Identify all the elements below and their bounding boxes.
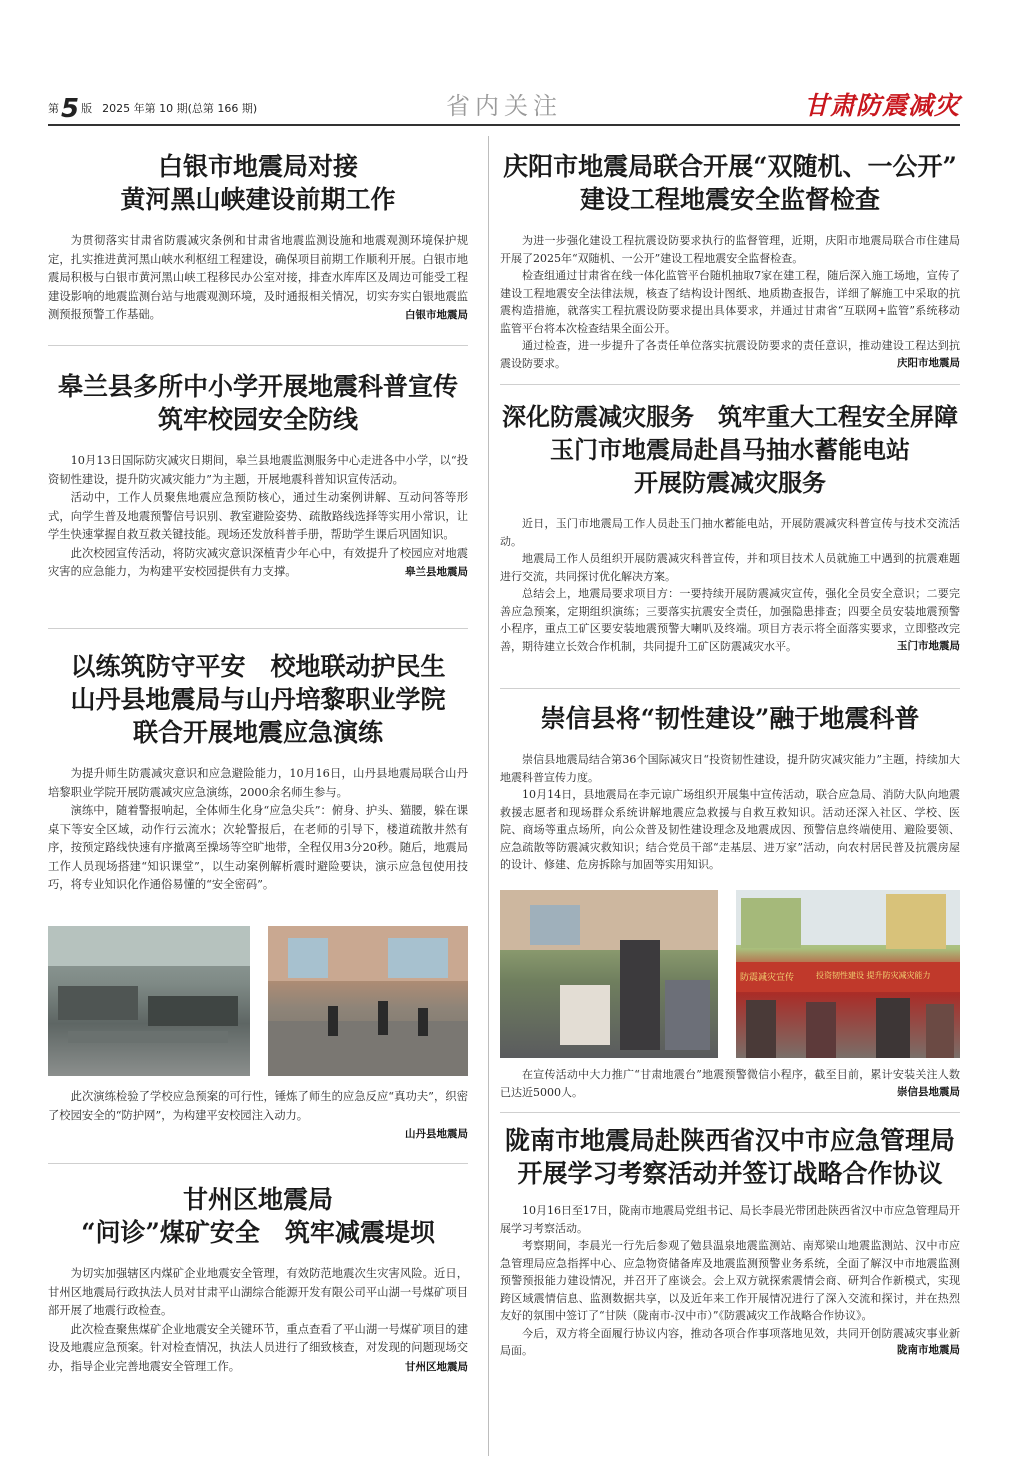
article-body: [500, 232, 960, 372]
article-yumen: [500, 400, 960, 655]
title-line: 开展防震减灾服务: [634, 468, 826, 497]
article-body: [48, 452, 468, 582]
title-line: 玉门市地震局赴昌马抽水蓄能电站: [550, 435, 910, 464]
issue-info: 2025 年第 10 期(总第 166 期): [102, 102, 258, 115]
paragraph: 为提升师生防震减灾意识和应急避险能力，10月16日，山丹县地震局联合山丹培黎职业学院开展防震减灾应急演练，2000余名师生参与。: [48, 767, 468, 799]
page-prefix: 第: [48, 102, 59, 115]
paragraph: 考察期间，李晨光一行先后参观了勉县温泉地震监测站、南郑梁山地震监测站、汉中市应急管理局应急指挥中心、应急物资储备库及地震监测预警业务系统，全面了解汉中市地震监测预警预报能力建设情况，并召开了座谈会。会上双方就探索震情会商、研判合作新模式，实现跨区域震情信息、监测数据共享，以及近年来工作开展情况进行了深入交流和探讨，并在热烈友好的氛围中签订了“甘陕（陇南市-汉中市）”《防震减灾工作战略合作协议》。: [500, 1239, 960, 1322]
article-source: 皋兰县地震局: [405, 566, 468, 578]
paragraph: 10月14日，县地震局在李元谅广场组织开展集中宣传活动，联合应急局、消防大队向地震救援志愿者和现场群众系统讲解地震应急救援与自救互救知识。活动还深入社区、学校、医院、商场等重点场所，向公众普及韧性建设理念及地震成因、预警信息终端使用、避险要领、应急疏散等防震减灾救知识；结合党员干部“走基层、进万家”活动，向农村居民普及抗震房屋的设计、修建、危房拆除与加固等实用知识。: [500, 788, 960, 871]
title-line: 皋兰县多所中小学开展地震科普宣传: [57, 372, 458, 401]
paragraph: 10月16日至17日，陇南市地震局党组书记、局长李晨光带团赴陕西省汉中市应急管理局开展学习考察活动。: [500, 1204, 960, 1235]
photo-classroom-drill: [48, 926, 250, 1076]
page-suffix: 版: [81, 102, 93, 115]
masthead-logo: 甘肃防震减灾: [803, 91, 960, 120]
paragraph: 地震局工作人员组织开展防震减灾科普宣传，并和项目技术人员就施工中遇到的抗震难题进行交流，共同探讨优化解决方案。: [500, 552, 960, 583]
paragraph: 此次校园宣传活动，将防灾减灾意识深植青少年心中，有效提升了校园应对地震灾害的应急能力，为构建平安校园提供有力支撑。: [48, 546, 468, 578]
title-line: 山丹县地震局与山丹培黎职业学院: [70, 685, 446, 714]
section-title: 省内关注: [446, 92, 562, 120]
article-body: [48, 232, 468, 325]
article-title: [500, 400, 960, 499]
article-body: [48, 765, 468, 895]
article-chongxin: [500, 702, 960, 874]
banner-left-text: 防震减灾宣传: [740, 973, 795, 983]
title-line: 深化防震减灾服务 筑牢重大工程安全屏障: [502, 402, 958, 431]
article-body: [500, 515, 960, 655]
article-body: [500, 1202, 960, 1360]
article-divider: [500, 688, 960, 689]
article-longnan: [500, 1124, 960, 1360]
photo-evacuation-drill: [268, 926, 468, 1076]
article-title: [500, 1124, 960, 1190]
article-source: 甘州区地震局: [405, 1360, 468, 1373]
paragraph: 演练中，随着警报响起，全体师生化身“应急尖兵”：俯身、护头、猫腰，躲在课桌下等安全区域，动作行云流水；次轮警报后，在老师的引导下，楼道疏散井然有序，按预定路线快速有序撤离至操场等空旷地带，全程仅用3分20秒。随后，地震局工作人员现场搭建“知识课堂”，以生动案例解析震时避险要诀，演示应急包使用技巧，将专业知识化作通俗易懂的“安全密码”。: [48, 804, 468, 891]
article-title: [48, 1183, 468, 1249]
article-baiyin: [48, 150, 468, 325]
paragraph: 此次演练检验了学校应急预案的可行性，锤炼了师生的应急反应“真功夫”，织密了校园安全的“防护网”，为构建平安校园注入动力。: [48, 1090, 468, 1122]
title-line: 庆阳市地震局联合开展“双随机、一公开”: [503, 152, 957, 181]
article-body: [48, 1265, 468, 1376]
paragraph: 为贯彻落实甘肃省防震减灾条例和甘肃省地震监测设施和地震观测环境保护规定，扎实推进黄河黑山峡水利枢纽工程建设，确保项目前期工作顺利开展。白银市地震局积极与白银市黄河黑山峡工程移民办公室对接，排查水库库区及周边可能受工程建设影响的地震监测台站与地震观测环境，及时通报相关情况，切实夯实白银地震监测预报预警工作基础。: [48, 234, 468, 321]
page-number: 5: [61, 94, 80, 124]
article-divider: [500, 384, 960, 385]
article-source: 庆阳市地震局: [897, 356, 960, 369]
article-ganzhou: [48, 1183, 468, 1376]
article-title: [48, 370, 468, 436]
header-rule: [48, 124, 960, 126]
paragraph: 在宣传活动中大力推广“甘肃地震台”地震预警微信小程序，截至目前，累计安装关注人数已达近5000人。: [500, 1068, 960, 1099]
title-line: 陇南市地震局赴陕西省汉中市应急管理局: [504, 1126, 955, 1155]
article-title: [500, 702, 960, 735]
page-header: [48, 84, 960, 124]
title-line: 甘州区地震局: [182, 1185, 333, 1214]
paragraph: 为切实加强辖区内煤矿企业地震安全管理，有效防范地震次生灾害风险。近日，甘州区地震局行政执法人员对甘肃平山湖综合能源开发有限公司平山湖一号煤矿项目部开展了地震行政检查。: [48, 1267, 468, 1317]
title-line: 黄河黑山峡建设前期工作: [120, 185, 396, 214]
article-title: [48, 150, 468, 216]
paragraph: 今后，双方将全面履行协议内容，推动各项合作事项落地见效，共同开创防震减灾事业新局面。: [500, 1326, 960, 1357]
article-body: [48, 1088, 468, 1144]
article-divider: [48, 345, 468, 346]
article-shandan: [48, 650, 468, 895]
article-title: [500, 150, 960, 216]
article-source: 陇南市地震局: [897, 1344, 960, 1356]
paragraph: 崇信县地震局结合第36个国际减灾日“投资韧性建设，提升防灾减灾能力”主题，持续加大地震科普宣传力度。: [500, 753, 960, 784]
article-source: 山丹县地震局: [405, 1128, 468, 1140]
title-line: 以练筑防守平安 校地联动护民生: [70, 652, 446, 681]
article-source: 崇信县地震局: [897, 1085, 960, 1098]
paragraph: 为进一步强化建设工程抗震设防要求执行的监督管理，近期，庆阳市地震局联合市住建局开展了2025年“双随机、一公开”建设工程地震安全监督检查。: [500, 234, 960, 265]
title-line: 建设工程地震安全监督检查: [579, 185, 880, 214]
paragraph: 检查组通过甘肃省在线一体化监管平台随机抽取7家在建工程，随后深入施工场地，宣传了建设工程地震安全法律法规，核查了结构设计图纸、地质勘查报告，详细了解施工中采取的抗震构造措施，就落实工程抗震设防要求提出具体要求，并通过甘肃省“互联网+监管”系统移动监管平台将本次检查结果全面公开。: [500, 269, 960, 335]
article-divider: [48, 628, 468, 629]
title-line: 白银市地震局对接: [157, 152, 358, 181]
column-divider: [488, 136, 489, 1456]
paragraph: 10月13日国际防灾减灾日期间，皋兰县地震监测服务中心走进各中小学，以“投资韧性建设，提升防灾减灾能力”为主题，开展地震科普知识宣传活动。: [48, 454, 468, 486]
title-line: 开展学习考察活动并签订战略合作协议: [517, 1159, 943, 1188]
paragraph: 近日，玉门市地震局工作人员赴玉门抽水蓄能电站，开展防震减灾科普宣传与技术交流活动。: [500, 517, 960, 548]
photo-square-consultation: [500, 890, 718, 1058]
title-line: 筑牢校园安全防线: [157, 405, 358, 434]
article-qingyang: [500, 150, 960, 372]
title-line: “问诊”煤矿安全 筑牢减震堤坝: [81, 1218, 435, 1247]
paragraph: 通过检查，进一步提升了各责任单位落实抗震设防要求的责任意识，推动建设工程达到抗震设防要求。: [500, 339, 960, 370]
paragraph: 活动中，工作人员聚焦地震应急预防核心，通过生动案例讲解、互动问答等形式，向学生普及地震预警信号识别、教室避险姿势、疏散路线选择等实用小常识，让学生快速掌握自救互救关键技能。现场还发放科普手册，帮助学生课后巩固知识。: [48, 491, 468, 541]
article-body: [500, 751, 960, 874]
title-line: 联合开展地震应急演练: [132, 718, 383, 747]
article-divider: [48, 1163, 468, 1164]
paragraph: 此次检查聚焦煤矿企业地震安全关键环节，重点查看了平山湖一号煤矿项目的建设及地震应急预案。针对检查情况，执法人员进行了细致核查，对发现的问题现场交办，指导企业完善地震安全管理工作。: [48, 1322, 468, 1373]
banner-right-text: 投资韧性建设 提升防灾减灾能力: [816, 971, 931, 980]
article-shandan-conclusion: [48, 1088, 468, 1144]
article-title: [48, 650, 468, 749]
article-body: [500, 1066, 960, 1101]
paragraph: 总结会上，地震局要求项目方：一要持续开展防震减灾宣传，强化全员安全意识；二要完善应急预案，定期组织演练；三要落实抗震安全责任，加强隐患排查；四要全员安装地震预警小程序，重点工矿区要安装地震预警大喇叭及终端。项目方表示将全面落实要求，立即整改完善，期待建立长效合作机制，共同提升工矿区防震减灾水平。: [500, 587, 960, 653]
article-source: 白银市地震局: [405, 309, 468, 321]
article-divider: [500, 1112, 960, 1113]
article-chongxin-conclusion: [500, 1066, 960, 1101]
article-gaolan: [48, 370, 468, 582]
title-line: 崇信县将“韧性建设”融于地震科普: [540, 704, 920, 733]
photo-square-event: [736, 890, 960, 1058]
article-source: 玉门市地震局: [897, 639, 960, 652]
